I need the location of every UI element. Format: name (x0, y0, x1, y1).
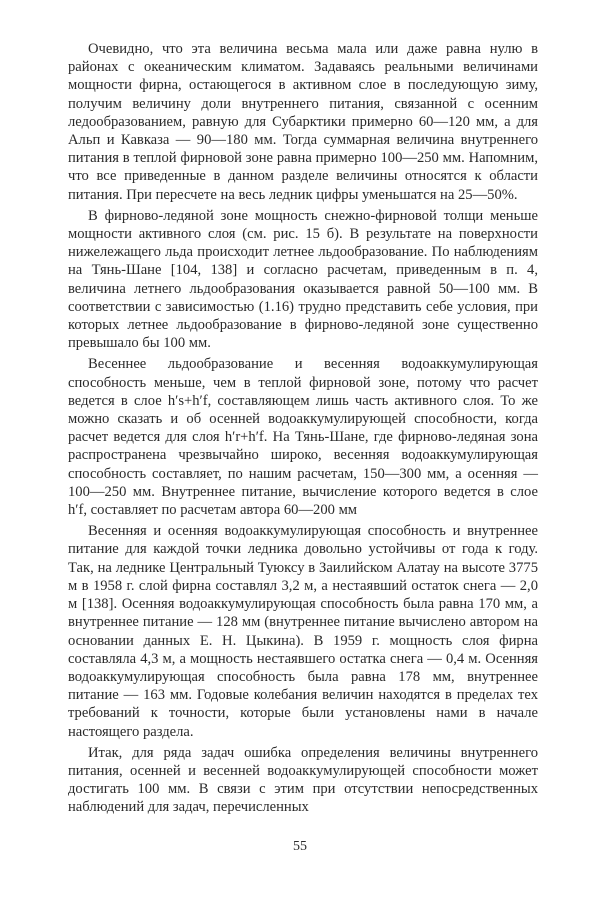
paragraph-1: Очевидно, что эта величина весьма мала или даже равна нулю в районах с океаническим климатом. Задаваясь реальными величинами мощности фирна, остающегося в активном слое в последующую зиму, получим величину доли внутреннего питания, связанной с осенним ледообразованием, равную для Субарктики примерно 60—120 мм, а для Альп и Кавказа — 90—180 мм. Тогда суммарная величина внутреннего питания в теплой фирновой зоне равна примерно 100—250 мм. Напомним, что все приведенные в данном разделе величины относятся к области питания. При пересчете на весь ледник цифры уменьшатся на 25—50%. (68, 41, 538, 203)
paragraph-3: Весеннее льдообразование и весенняя водоаккумулирующая способность меньше, чем в теплой фирновой зоне, потому что расчет ведется в слое h′s+h′f, составляющем лишь часть активного слоя. То же можно сказать и об осенней водоаккумулирующей способности, когда расчет ведется для слоя h′r+h′f. На Тянь-Шане, где фирново-ледяная зона распространена чрезвычайно широко, весенняя водоаккумулирующая способность составляет, по нашим расчетам, 150—300 мм, а осенняя — 100—250 мм. Внутреннее питание, вычисление которого ведется в слое h′f, составляет по расчетам автора 60—200 мм (68, 356, 538, 519)
paragraph-2: В фирново-ледяной зоне мощность снежно-фирновой толщи меньше мощности активного слоя (см. рис. 15 б). В результате на поверхности нижележащего льда происходит летнее льдообразование. По наблюдениям на Тянь-Шане [104, 138] и согласно расчетам, приведенным в п. 4, величина летнего льдообразования оказывается равной 50—100 мм. В соответствии с зависимостью (1.16) трудно представить себе условия, при которых летнее льдообразование в фирново-ледяной зоне существенно превышало бы 100 мм. (68, 207, 538, 352)
page-number: 55 (293, 839, 307, 854)
paragraph-4: Весенняя и осенняя водоаккумулирующая способность и внутреннее питание для каждой точки ледника довольно устойчивы от года к году. Так, на леднике Центральный Туюксу в Заилийском Алатау на высоте 3775 м в 1958 г. слой фирна составлял 3,2 м, а нестаявший остаток снега — 2,0 м [138]. Осенняя водоаккумулирующая способность была равна 170 мм, а внутреннее питание — 128 мм (внутреннее питание вычислено автором на основании данных Е. Н. Цыкина). В 1959 г. мощность слоя фирна составляла 4,3 м, а мощность нестаявшего остатка снега — 0,4 м. Осенняя водоаккумулирующая способность была равна 178 мм, внутреннее питание — 163 мм. Годовые колебания величин находятся в пределах тех требований к точности, которые были установлены нами в начале настоящего раздела. (68, 523, 538, 740)
paragraph-5: Итак, для ряда задач ошибка определения величины внутреннего питания, осенней и весенней водоаккумулирующей способности может достигать 100 мм. В связи с этим при отсутствии непосредственных наблюдений для задач, перечисленных (68, 744, 538, 816)
